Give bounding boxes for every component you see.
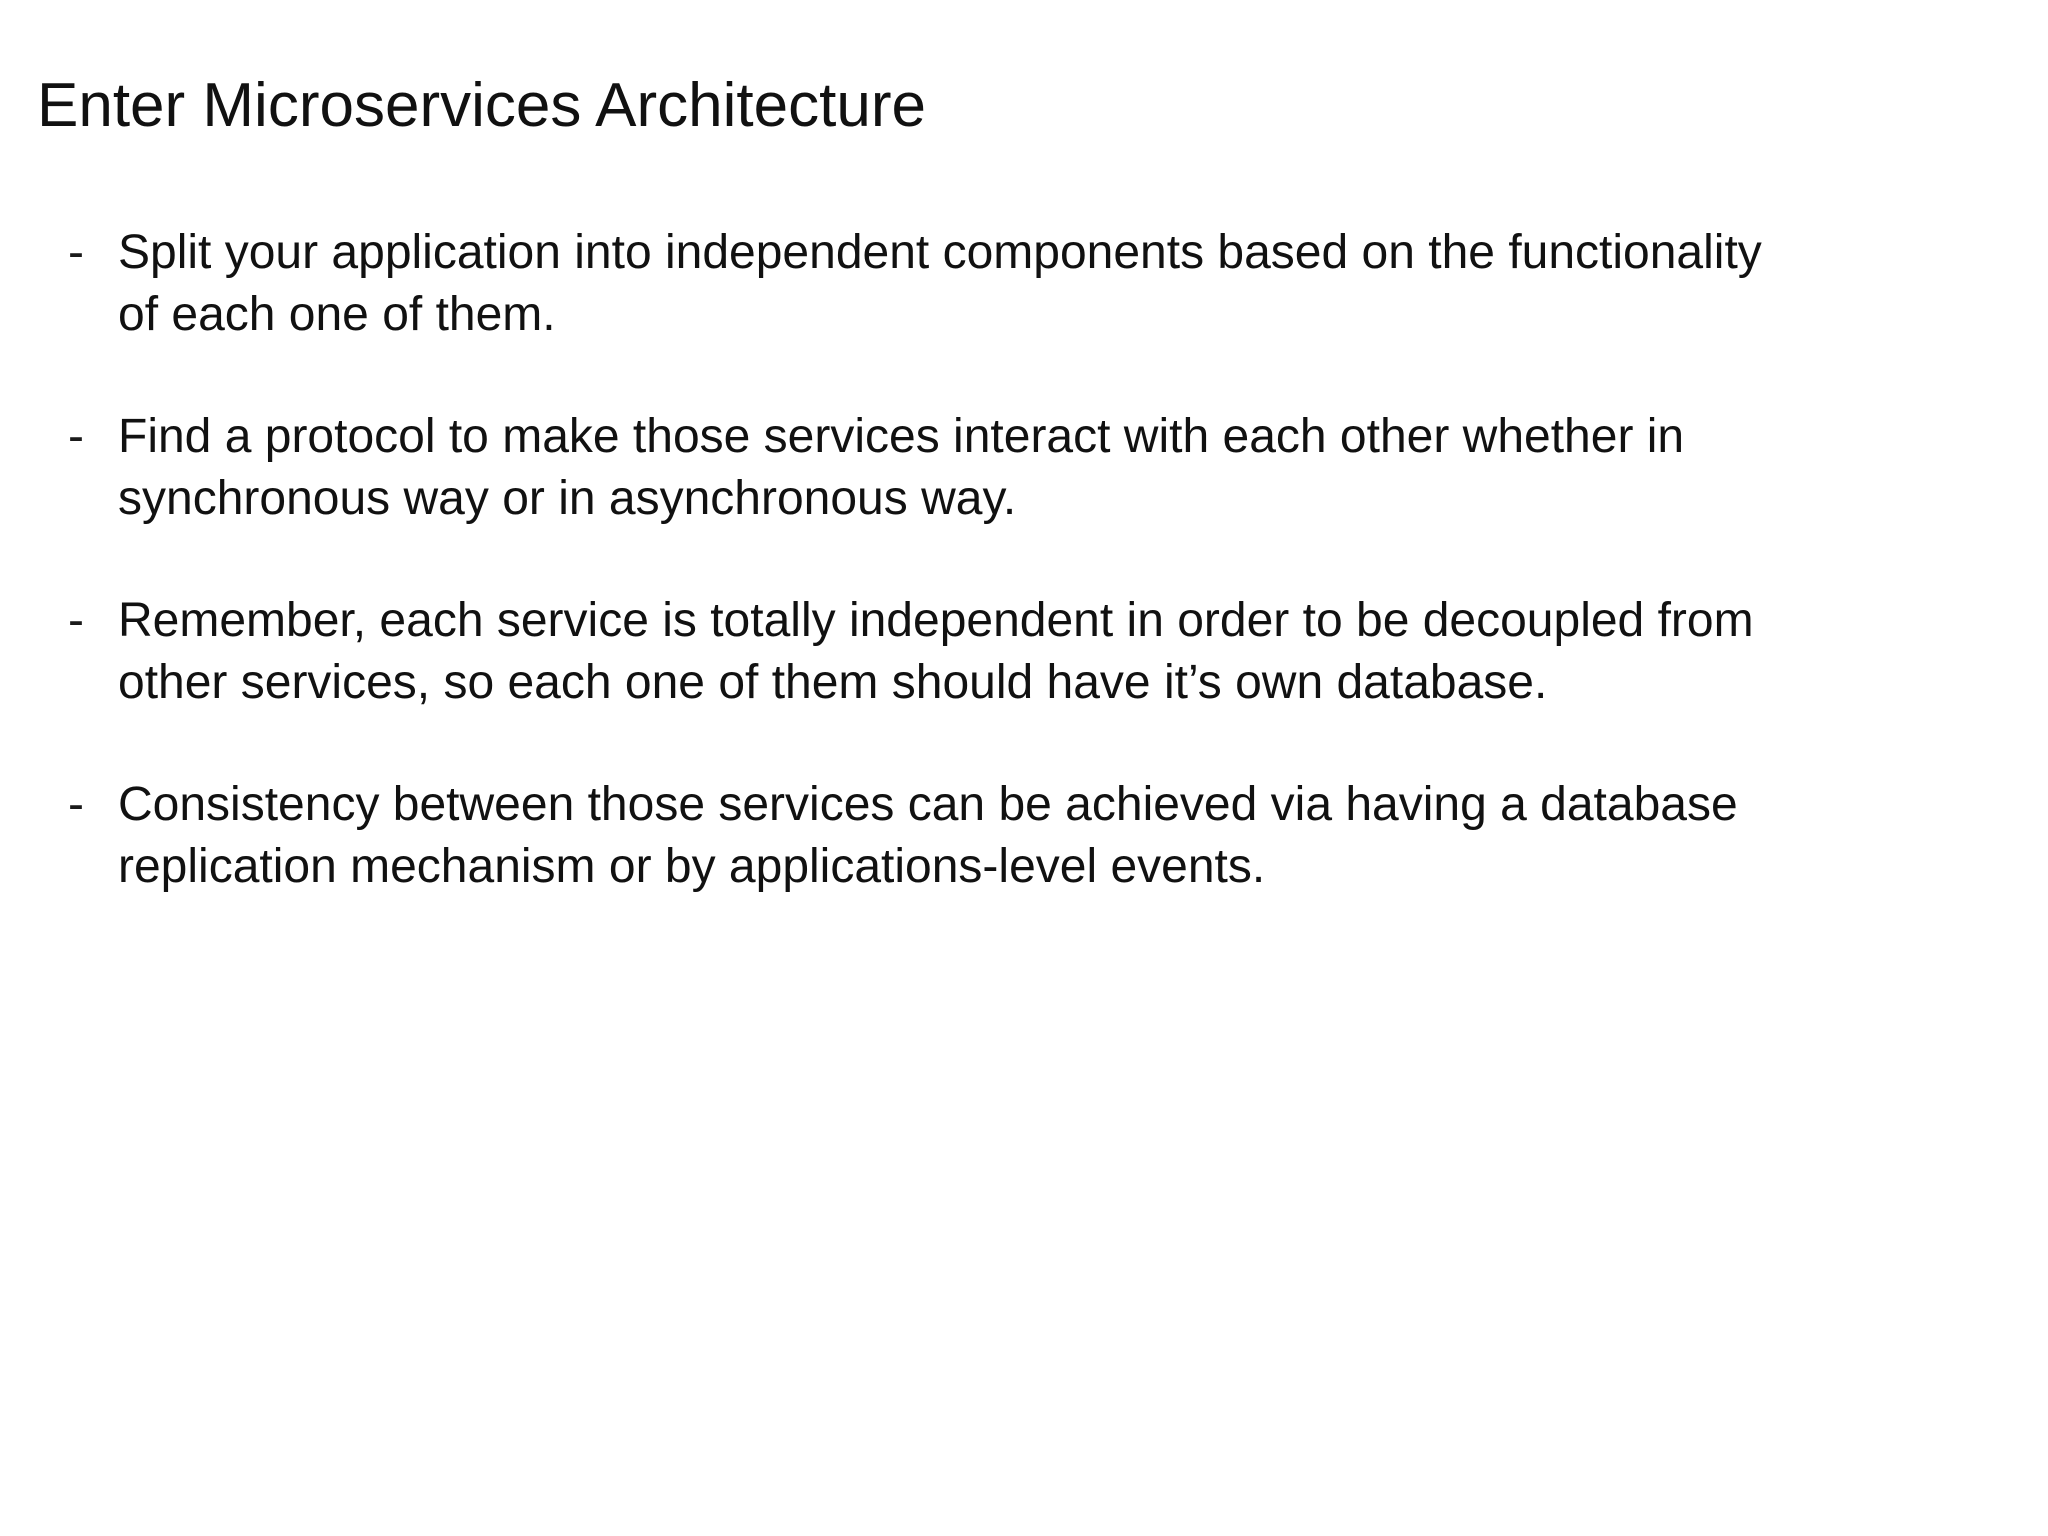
bullet-marker: - xyxy=(68,594,84,647)
bullet-text: Remember, each service is totally independent in order to be decoupled from other services, so each one of them should have it’s own database. xyxy=(118,594,1754,709)
bullet-item xyxy=(68,222,1788,346)
bullet-text: Consistency between those services can be achieved via having a database replication mechanism or by applications-level events. xyxy=(118,778,1738,893)
bullet-item xyxy=(68,590,1788,714)
bullet-marker: - xyxy=(68,226,84,279)
bullet-marker: - xyxy=(68,410,84,463)
bullet-text: Find a protocol to make those services interact with each other whether in synchronous way or in asynchronous way. xyxy=(118,410,1685,525)
bullet-marker: - xyxy=(68,778,84,831)
slide-title: Enter Microservices Architecture xyxy=(37,71,926,140)
bullet-item xyxy=(68,406,1788,530)
bullet-list xyxy=(68,222,1788,958)
bullet-text: Split your application into independent components based on the functionality of each one of them. xyxy=(118,226,1762,341)
bullet-item xyxy=(68,774,1788,898)
